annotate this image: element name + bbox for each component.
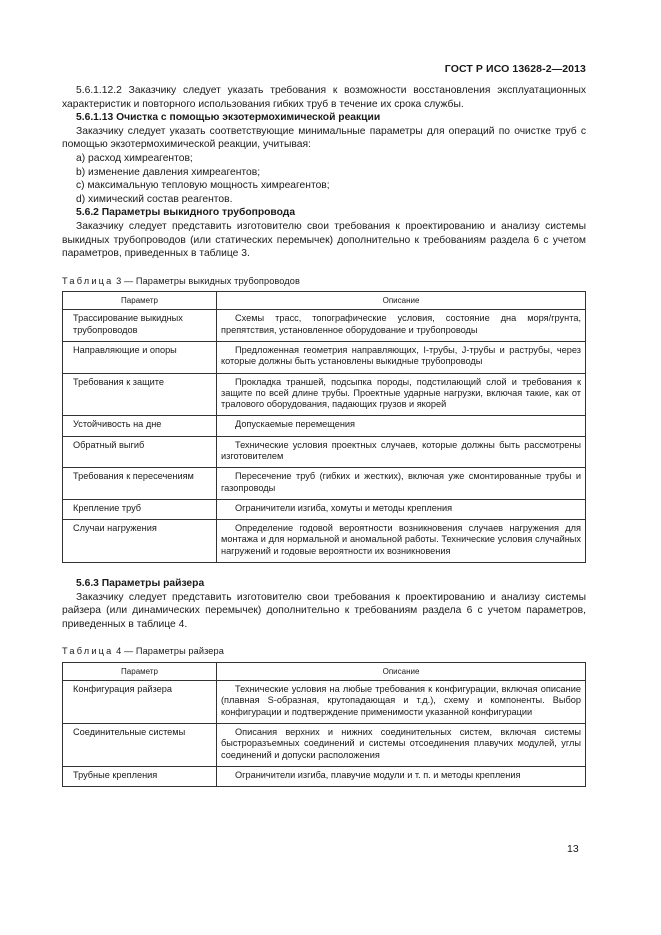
- table-cell-param: Случаи нагружения: [63, 520, 217, 563]
- table4-caption-text: 4 — Параметры райзера: [113, 646, 224, 657]
- table-cell-desc: Пересечение труб (гибких и жестких), включая уже смонтированные трубы и газопроводы: [217, 468, 586, 500]
- paragraph-riser: Заказчику следует представить изготовителю свои требования к проектированию и анализу системы райзера (или динамических перемычек) дополнительно к требованиям раздела 6 с учетом параметров, приведенных в таблице 4.: [62, 591, 586, 630]
- table-cell-param: Требования к пересечениям: [63, 468, 217, 500]
- heading-5-6-1-13: 5.6.1.13 Очистка с помощью экзотермохимической реакции: [76, 112, 381, 124]
- paragraph-flowline: Заказчику следует представить изготовителю свои требования к проектированию и анализу системы выкидных трубопроводов (или статических перемычек) дополнительно к требованиям раздела 6 с учетом параметров, приведенных в таблице 3.: [62, 220, 586, 260]
- table-row: [63, 341, 586, 373]
- heading-5-6-3: 5.6.3 Параметры райзера: [76, 578, 205, 590]
- list-item: d) химический состав реагентов.: [76, 193, 233, 205]
- table-cell-desc: Предложенная геометрия направляющих, I-трубы, J-трубы и раструбы, через которые должны быть установлены выкидные трубопроводы: [217, 341, 586, 373]
- table-row: [63, 499, 586, 519]
- table4-caption-prefix: Таблица: [62, 646, 114, 657]
- table-cell-param: Устойчивость на дне: [63, 416, 217, 436]
- document-body: [62, 84, 586, 787]
- table-cell-desc: Допускаемые перемещения: [217, 416, 586, 436]
- heading-5-6-2: 5.6.2 Параметры выкидного трубопровода: [76, 207, 296, 219]
- table3-caption-text: 3 — Параметры выкидных трубопроводов: [113, 275, 300, 286]
- table-cell-desc: Схемы трасс, топографические условия, состояние дна моря/грунта, препятствия, установленное оборудование и трубопроводы: [217, 310, 586, 342]
- paragraph-cleaning: Заказчику следует указать соответствующие минимальные параметры для операций по очистке труб с помощью экзотермохимической реакции, учитывая:: [62, 125, 586, 151]
- table-row: [63, 520, 586, 563]
- table-cell-desc: Технические условия на любые требования к конфигурации, включая описание (плавная S-образная, крутопадающая и т.д.), схему и компоненты. Выбор конфигурации и подтверждение применимости указанной конфигурации: [217, 681, 586, 724]
- list-item: b) изменение давления химреагентов;: [76, 166, 261, 178]
- table-cell-desc: Технические условия проектных случаев, которые должны быть рассмотрены изготовителем: [217, 436, 586, 468]
- table-cell-desc: Определение годовой вероятности возникновения случаев нагружения для монтажа и для нормальной и аномальной работы. Технические условия случайных нагружений и годовые вероятности их возникновения: [217, 520, 586, 563]
- table-row: [63, 373, 586, 416]
- table-row: [63, 681, 586, 724]
- paragraph-5-6-1-12-2: 5.6.1.12.2 Заказчику следует указать требования к возможности восстановления эксплуатационных характеристик и повторного использования гибких труб в течение их срока службы.: [62, 85, 586, 110]
- table3-header-desc: Описание: [217, 292, 586, 310]
- table-cell-param: Конфигурация райзера: [63, 681, 217, 724]
- table-row: [63, 468, 586, 500]
- table-row: [63, 310, 586, 342]
- table-cell-param: Соединительные системы: [63, 723, 217, 766]
- table-row: [63, 723, 586, 766]
- page-number: 13: [567, 843, 579, 855]
- table-cell-param: Трассирование выкидных трубопроводов: [63, 310, 217, 342]
- table-row: [63, 416, 586, 436]
- table-cell-param: Трубные крепления: [63, 766, 217, 786]
- table-cell-param: Направляющие и опоры: [63, 341, 217, 373]
- table-row: [63, 766, 586, 786]
- table4-header-desc: Описание: [217, 663, 586, 681]
- table4-caption: [62, 645, 586, 659]
- list-item: c) максимальную тепловую мощность химреагентов;: [76, 180, 330, 192]
- table3-caption-prefix: Таблица: [62, 275, 114, 286]
- table-cell-param: Требования к защите: [63, 373, 217, 416]
- table-cell-desc: Ограничители изгиба, плавучие модули и т. п. и методы крепления: [217, 766, 586, 786]
- table-3: [62, 291, 586, 563]
- table3-header-param: Параметр: [63, 292, 217, 310]
- table-cell-desc: Прокладка траншей, подсыпка породы, подстилающий слой и требования к защите по всей длине трубы. Проектные ударные нагрузки, включая такие, как от тралового оборудования, падающих грузов и якорей: [217, 373, 586, 416]
- table-cell-param: Обратный выгиб: [63, 436, 217, 468]
- table-cell-desc: Описания верхних и нижних соединительных систем, включая системы быстроразъемных соединений и системы отсоединения плавучих модулей, углы соединений и допуски расположения: [217, 723, 586, 766]
- table-4: [62, 662, 586, 787]
- table-row: [63, 436, 586, 468]
- table-cell-param: Крепление труб: [63, 499, 217, 519]
- list-item: a) расход химреагентов;: [76, 152, 193, 164]
- document-header: ГОСТ Р ИСО 13628-2—2013: [444, 63, 586, 75]
- table4-header-param: Параметр: [63, 663, 217, 681]
- table3-caption: [62, 275, 586, 289]
- table-cell-desc: Ограничители изгиба, хомуты и методы крепления: [217, 499, 586, 519]
